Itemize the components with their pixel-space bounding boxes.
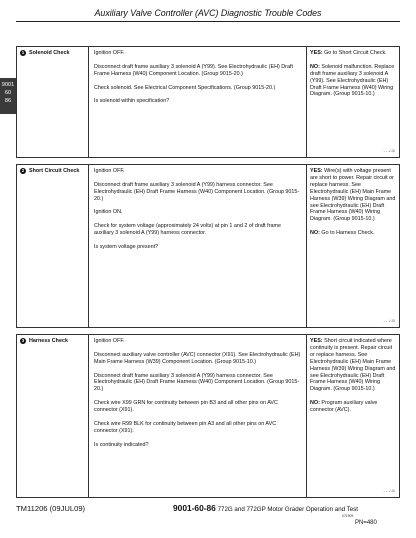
step-title: Harness Check — [29, 338, 68, 344]
procedure-line: Ignition OFF. — [94, 168, 125, 174]
no-text: Solenoid malfunction. Replace draft frame auxiliary 3 solenoid A (Y99). See Electrohydraulic (EH) Draft Frame Harness (W40) Wiring Diagram. (Group 9015-10.) — [310, 63, 395, 98]
yes-text: Wire(s) with voltage present are short to power. Repair circuit or replace harness. See Electrohydraulic (EH) Main Frame Harness (W39) Wiring Diagram and see Electrohydraulic (EH) Draft Frame Harness (W40) Wiring Diagram. (Group 9015-10.) — [310, 168, 396, 223]
procedure-line: Ignition ON. — [94, 209, 123, 216]
procedure-cell — [89, 335, 307, 497]
step-title-cell — [17, 335, 89, 497]
procedure-line: Disconnect draft frame auxiliary 3 solenoid A (Y99) harness connector. See Electrohydraulic (EH) Draft Frame Harness (W40) Component Location. (Group 9015-20.) — [94, 181, 300, 202]
procedure-cell — [89, 47, 307, 157]
footer-date: 071909 — [342, 514, 354, 518]
step-table-short-circuit-check — [16, 164, 400, 328]
step-table-solenoid-check — [16, 46, 400, 158]
yes-label: YES: — [310, 50, 323, 56]
step-title-cell — [17, 165, 89, 327]
side-tab-line1: 9001 — [1, 82, 15, 88]
yes-text: Go to Short Circuit Check. — [324, 50, 387, 56]
side-tab-line3: 86 — [4, 98, 12, 104]
side-tab-line2: 60 — [4, 90, 12, 96]
no-label: NO: — [310, 63, 320, 70]
step-title: Solenoid Check — [29, 50, 70, 56]
procedure-line: Is system voltage present? — [94, 243, 159, 250]
step-title: Short Circuit Check — [29, 168, 80, 174]
procedure-line: Ignition OFF. — [94, 338, 125, 344]
procedure-line: Ignition OFF. — [94, 50, 125, 56]
procedure-line: Check solenoid. See Electrical Component Specifications. (Group 9015-20.) — [94, 84, 276, 91]
no-label: NO: — [310, 400, 320, 407]
no-text: Go to Harness Check. — [321, 230, 375, 237]
result-cell — [307, 47, 399, 157]
procedure-line: Is solenoid within specification? — [94, 98, 170, 105]
section-code: 9001-60-86 — [173, 503, 216, 513]
step-number-icon: 1 — [21, 50, 25, 55]
result-cell — [307, 335, 399, 497]
step-number-icon: 2 — [21, 168, 25, 173]
document-id: TM11206 (09JUL09) — [16, 504, 86, 513]
step-title-cell — [17, 47, 89, 157]
yes-label: YES: — [310, 338, 323, 344]
page-number: PN=480 — [355, 520, 377, 526]
procedure-line: Disconnect draft frame auxiliary 3 solenoid A (Y99). See Electrohydraulic (EH) Draft Frame Harness (W40) Component Location. (Group 9015-20.) — [94, 63, 293, 77]
procedure-line: Disconnect auxiliary valve controller (AVC) connector (X91). See Electrohydraulic (EH) Main Frame Harness (W39) Component Location. (Group 9015-10.) — [94, 351, 301, 365]
yes-text: Short circuit indicated where continuity is present. Repair circuit or replace harness. See Electrohydraulic (EH) Main Frame Harness (W39) Wiring Diagram and see Electrohydraulic (EH) Draft Frame Harness (W40) Wiring Diagram. (Group 9015-10.) — [310, 338, 396, 393]
page-header: Auxiliary Valve Controller (AVC) Diagnostic Trouble Codes — [16, 8, 400, 22]
procedure-line: Disconnect draft frame auxiliary 3 solenoid A (Y99) harness connector. See Electrohydraulic (EH) Draft Frame Harness (W40) Component Location. (Group 9015-20.) — [94, 372, 300, 393]
revision-tag: - - -/-/1 — [383, 489, 395, 494]
result-cell — [307, 165, 399, 327]
step-number-icon: 3 — [21, 338, 25, 343]
no-text: Program auxiliary valve connector (AVC). — [310, 400, 378, 414]
procedure-cell — [89, 165, 307, 327]
yes-label: YES: — [310, 168, 323, 174]
revision-tag: - - -/-/1 — [383, 149, 395, 154]
manual-title: 772G and 772GP Motor Grader Operation and Test — [217, 506, 359, 513]
procedure-line: Check for system voltage (approximately 24 volts) at pin 1 and 2 of draft frame auxiliary 3 solenoid A (Y99) harness connector. — [94, 223, 281, 237]
no-label: NO: — [310, 230, 320, 237]
step-table-harness-check — [16, 334, 400, 498]
revision-tag: - - -/-/1 — [383, 319, 395, 324]
section-side-tab — [0, 78, 16, 114]
procedure-line: Check wire R99 BLK for continuity between pin A3 and all other pins on AVC connector (X91). — [94, 420, 277, 434]
procedure-line: Is continuity indicated? — [94, 441, 149, 448]
procedure-line: Check wire X99 GRN for continuity between pin B3 and all other pins on AVC connector (X91). — [94, 400, 278, 414]
footer-title — [173, 503, 358, 513]
